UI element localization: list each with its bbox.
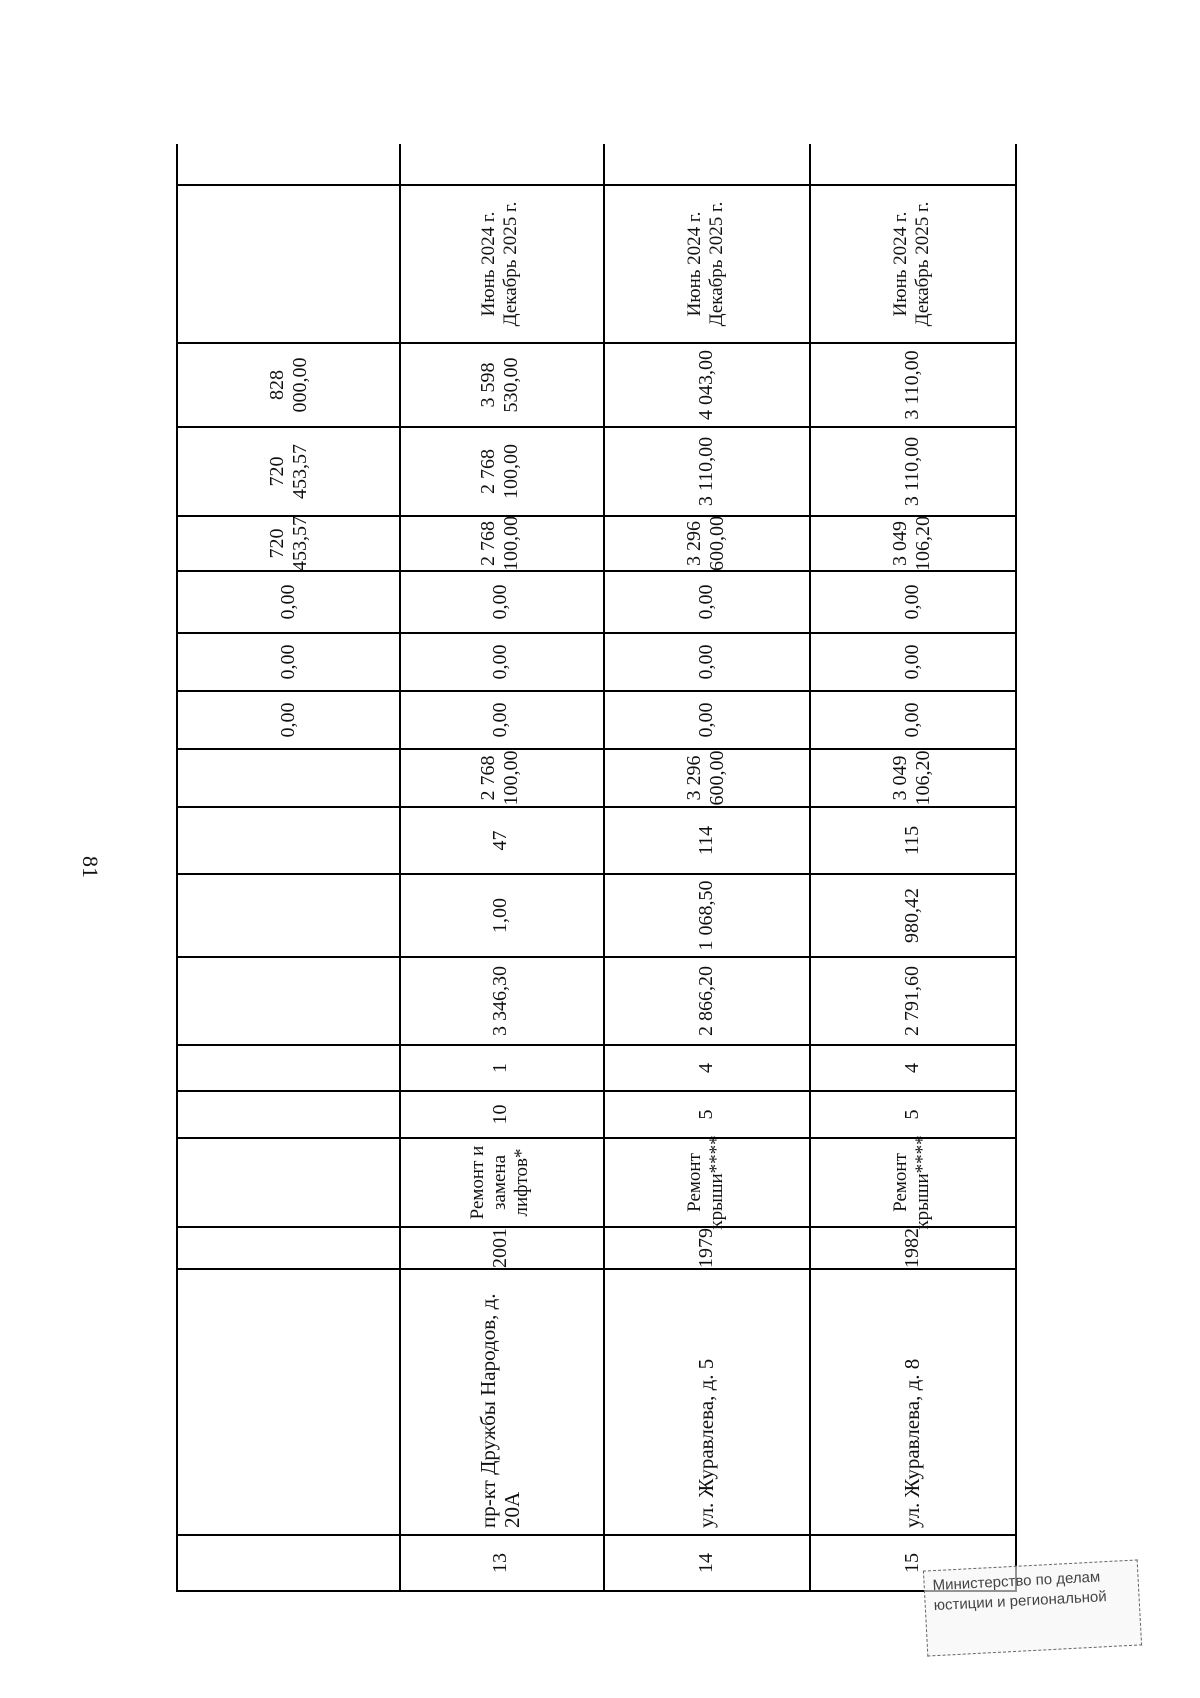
cell-c11: 3 110,00: [603, 428, 809, 517]
cell-c5: [178, 808, 399, 875]
cell-year: 1979: [603, 1228, 809, 1270]
cell-work: Ремонт крыши****: [603, 1139, 809, 1228]
period-start: Июнь 2024 г.: [890, 211, 912, 317]
cell-c12: 4 043,00: [603, 344, 809, 428]
cell-c3: 2 866,20: [603, 958, 809, 1046]
cell-c4: [178, 875, 399, 958]
cell-address: пр-кт Дружбы Народов, д. 20А: [397, 1270, 603, 1536]
period-cell: [178, 184, 399, 344]
cell-c6: [178, 750, 399, 808]
cell-c5: 115: [809, 808, 1015, 875]
cell-c8: 0,00: [603, 634, 809, 692]
cell-c11: 720 453,57: [178, 428, 399, 517]
cell-c1: [178, 1092, 399, 1139]
stamp-line-2: юстиции и региональной: [933, 1588, 1108, 1615]
cell-c1: 5: [809, 1092, 1015, 1139]
cell-c3: 3 346,30: [397, 958, 603, 1046]
cell-c9: 0,00: [178, 572, 399, 634]
period-end: Декабрь 2025 г.: [912, 201, 933, 327]
period-start: Июнь 2024 г.: [684, 211, 706, 317]
page-number: 81: [78, 856, 103, 878]
cell-num: 15: [809, 1536, 1015, 1592]
period-start: Июнь 2024 г.: [478, 211, 500, 317]
cell-c7: 0,00: [397, 692, 603, 750]
cell-c7: 0,00: [809, 692, 1015, 750]
cell-c8: 0,00: [178, 634, 399, 692]
cell-c6: 3 049 106,20: [809, 750, 1015, 808]
period-cell: [603, 184, 809, 344]
cell-c8: 0,00: [809, 634, 1015, 692]
cell-c6: 3 296 600,00: [603, 750, 809, 808]
period-cell: [809, 184, 1015, 344]
cell-c2: 1: [397, 1046, 603, 1092]
cell-c11: 2 768 100,00: [397, 428, 603, 517]
ministry-stamp: [923, 1559, 1142, 1656]
period-cell: [397, 184, 603, 344]
cell-c10: 2 768 100,00: [397, 517, 603, 572]
cell-c4: 1,00: [397, 875, 603, 958]
cell-c7: 0,00: [178, 692, 399, 750]
cell-c10: 3 049 106,20: [809, 517, 1015, 572]
cell-c1: 10: [397, 1092, 603, 1139]
cell-work: [178, 1139, 399, 1228]
cell-address: [178, 1270, 399, 1536]
table-container: [176, 144, 1061, 1592]
table-row: [176, 144, 401, 1592]
cell-c11: 3 110,00: [809, 428, 1015, 517]
cell-c12: 3 110,00: [809, 344, 1015, 428]
cell-num: [178, 1536, 399, 1592]
cell-c12: 828 000,00: [178, 344, 399, 428]
cell-year: 2001: [397, 1228, 603, 1270]
cell-year: 1982: [809, 1228, 1015, 1270]
cell-c8: 0,00: [397, 634, 603, 692]
cell-work: Ремонт крыши****: [809, 1139, 1015, 1228]
cell-c7: 0,00: [603, 692, 809, 750]
cell-c3: [178, 958, 399, 1046]
cell-address: ул. Журавлева, д. 8: [809, 1270, 1015, 1536]
cell-year: [178, 1228, 399, 1270]
table-row: [603, 144, 811, 1592]
cell-c1: 5: [603, 1092, 809, 1139]
cell-c2: 4: [809, 1046, 1015, 1092]
cell-c10: 3 296 600,00: [603, 517, 809, 572]
cell-address: ул. Журавлева, д. 5: [603, 1270, 809, 1536]
table-row: [809, 144, 1017, 1592]
cell-c9: 0,00: [603, 572, 809, 634]
cell-work: Ремонт и замена лифтов*: [397, 1139, 603, 1228]
stamp-line-1: Министерство по делам: [932, 1568, 1101, 1595]
cell-c4: 1 068,50: [603, 875, 809, 958]
cell-c5: 114: [603, 808, 809, 875]
cell-c4: 980,42: [809, 875, 1015, 958]
cell-c10: 720 453,57: [178, 517, 399, 572]
period-end: Декабрь 2025 г.: [500, 201, 521, 327]
period-end: Декабрь 2025 г.: [706, 201, 727, 327]
cell-c9: 0,00: [397, 572, 603, 634]
cell-num: 13: [397, 1536, 603, 1592]
table-row: [397, 144, 605, 1592]
cell-c2: [178, 1046, 399, 1092]
cell-c3: 2 791,60: [809, 958, 1015, 1046]
cell-num: 14: [603, 1536, 809, 1592]
cell-c6: 2 768 100,00: [397, 750, 603, 808]
cell-c9: 0,00: [809, 572, 1015, 634]
housing-repair-table: [176, 144, 1061, 1592]
cell-c12: 3 598 530,00: [397, 344, 603, 428]
cell-c2: 4: [603, 1046, 809, 1092]
cell-c5: 47: [397, 808, 603, 875]
